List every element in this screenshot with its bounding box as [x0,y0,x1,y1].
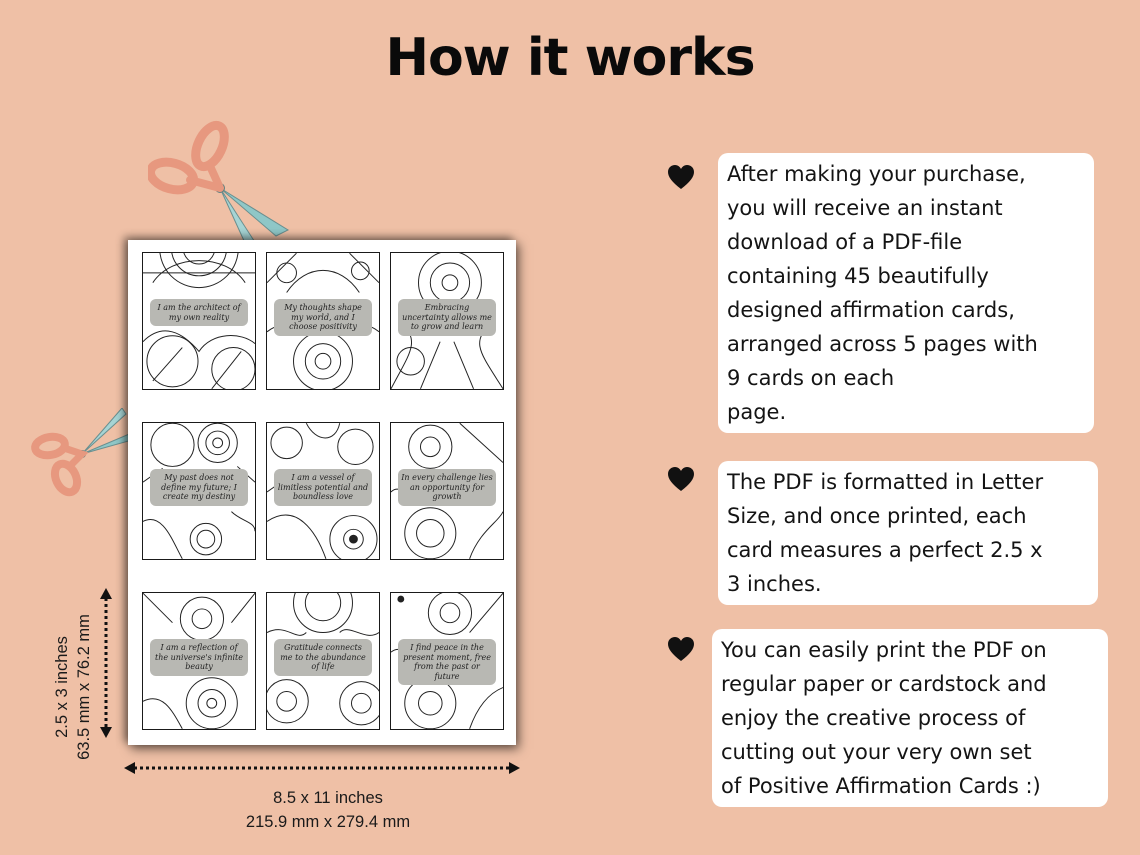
page-title: How it works [385,28,755,88]
printable-sheet [128,240,516,745]
card-size-label: 2.5 x 3 inches 63.5 mm x 76.2 mm [53,614,93,760]
card-quote: I am a vessel of limitless potential and boundless love [274,469,372,506]
page-size-label: 8.5 x 11 inches 215.9 mm x 279.4 mm [245,789,411,831]
card-quote: I am the architect of my own reality [150,299,248,326]
card-quote: In every challenge lies an opportunity for growth [398,469,496,506]
page-width-arrow [124,760,520,776]
step-3-text: You can easily print the PDF on regular paper or cardstock and enjoy the creative process of cutting out your very own set of Positive Affirmation Cards :) [712,629,1108,807]
card-quote: I am a reflection of the universe's infinite beauty [150,639,248,676]
card-quote: My thoughts shape my world, and I choose positivity [274,299,372,336]
card-quote: My past does not define my future; I create my destiny [150,469,248,506]
affirmation-card [390,592,504,730]
scissors-icon [28,408,140,500]
scissors-icon [148,118,298,258]
heart-icon [667,466,695,492]
step-1-text: After making your purchase, you will receive an instant download of a PDF-file containing 45 beautifully designed affirmation cards, arranged across 5 pages with 9 cards on each page. [718,153,1094,433]
affirmation-card [266,422,380,560]
affirmation-card [142,422,256,560]
card-quote: I find peace in the present moment, free from the past or future [398,639,496,685]
affirmation-card [390,252,504,390]
card-height-arrow [98,588,114,738]
affirmation-card [142,592,256,730]
affirmation-card [142,252,256,390]
affirmation-card [266,592,380,730]
heart-icon [667,636,695,662]
card-quote: Gratitude connects me to the abundance of life [274,639,372,676]
affirmation-card [390,422,504,560]
affirmation-card [266,252,380,390]
card-quote: Embracing uncertainty allows me to grow and learn [398,299,496,336]
step-2-text: The PDF is formatted in Letter Size, and once printed, each card measures a perfect 2.5 x 3 inches. [718,461,1098,605]
heart-icon [667,164,695,190]
